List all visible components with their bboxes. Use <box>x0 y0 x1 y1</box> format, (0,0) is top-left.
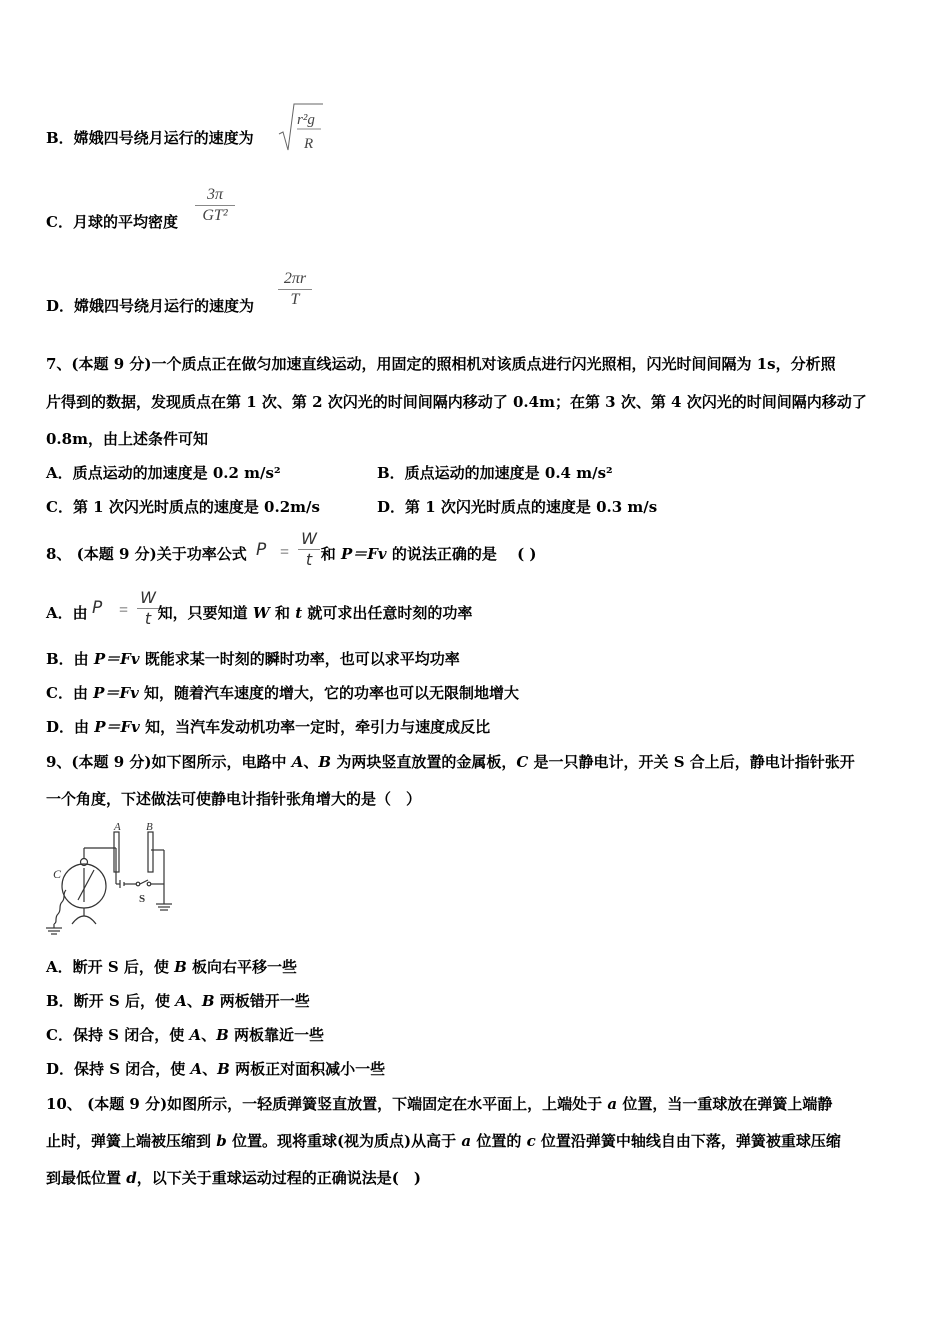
q10-stem-line2 <box>46 1131 841 1151</box>
q9-option-b-a: B．断开 S 后，使 <box>46 992 176 1010</box>
q8-option-c-prefix: C．由 <box>46 684 94 702</box>
q8-stem-suffix: 的说法正确的是 ( ) <box>386 545 537 563</box>
q9-option-b-sep: 、 <box>186 992 202 1010</box>
q10-line2-c: 位置的 <box>471 1132 527 1150</box>
q8-option-b-formula: P＝Fv <box>93 650 140 668</box>
q9-option-c-b: 两板靠近一些 <box>228 1026 325 1044</box>
q9-option-b <box>46 991 310 1011</box>
q8-option-d <box>46 717 490 737</box>
q9-line1-b: 为两块竖直放置的金属板， <box>331 753 517 771</box>
q6-option-c-text: C．月球的平均密度 <box>46 213 178 231</box>
q8-option-a-t: t <box>295 604 303 622</box>
q9-option-c-B: B <box>216 1026 229 1044</box>
q9-line1-A: A <box>291 753 304 771</box>
q6-option-d-formula <box>278 270 312 309</box>
q8-option-b <box>46 649 460 669</box>
q8-option-b-prefix: B．由 <box>46 650 94 668</box>
q9-option-b-b: 两板错开一些 <box>214 992 310 1010</box>
q8-option-d-prefix: D．由 <box>46 718 95 736</box>
q10-line3-var-d: d <box>126 1169 137 1187</box>
q9-fig-label-s: S <box>139 893 146 905</box>
q8-option-a-formula-eq: = <box>119 602 129 619</box>
q9-stem-line1 <box>46 752 855 772</box>
q8-option-a <box>46 603 472 623</box>
q8-stem-mid: 和 <box>320 545 341 563</box>
q8-option-a-suffix: 就可求出任意时刻的功率 <box>302 604 473 622</box>
q8-option-b-suffix: 既能求某一时刻的瞬时功率，也可以求平均功率 <box>139 650 460 668</box>
q8-formula-fraction <box>298 530 320 569</box>
q8-option-a-mid: 知，只要知道 <box>157 604 253 622</box>
q10-line2-a: 止时，弹簧上端被压缩到 <box>46 1132 217 1150</box>
q9-line1-B: B <box>318 753 332 771</box>
q8-stem-prefix: 8、 (本题 9 分)关于功率公式 <box>46 545 247 563</box>
q10-line2-var-b: b <box>216 1132 227 1150</box>
q7-option-b: B．质点运动的加速度是 0.4 m/s² <box>377 464 613 482</box>
q7-stem-line2: 片得到的数据，发现质点在第 1 次、第 2 次闪光的时间间隔内移动了 0.4m；在第 3 次、第 4 次闪光的时间间隔内移动了 <box>46 393 867 411</box>
fraction-bar <box>195 205 235 206</box>
q7-stem-line1: 7、(本题 9 分)一个质点正在做匀加速直线运动，用固定的照相机对该质点进行闪光照相，闪光时间间隔为 1s，分析照 <box>46 355 836 373</box>
q9-option-d-A: A <box>190 1060 203 1078</box>
q6-option-b-radicand-num: r²g <box>297 112 315 128</box>
q8-formula-p: P <box>256 540 267 560</box>
q6-option-c <box>46 212 178 232</box>
q7-option-a: A．质点运动的加速度是 0.2 m/s² <box>46 464 281 482</box>
q9-option-c <box>46 1025 324 1045</box>
q9-option-d-b: 两板正对面积减小一些 <box>229 1060 386 1078</box>
q10-stem-line3 <box>46 1168 421 1188</box>
q7-stem-line3: 0.8m，由上述条件可知 <box>46 430 208 448</box>
q6-option-b-radicand-den: R <box>304 136 314 152</box>
q10-line2-b: 位置。现将重球(视为质点)从高于 <box>226 1132 462 1150</box>
q9-line1-sep: 、 <box>303 753 319 771</box>
q6-option-d-den: T <box>290 291 300 308</box>
fraction-bar <box>278 289 312 290</box>
q9-option-d-a: D．保持 S 闭合，使 <box>46 1060 191 1078</box>
q10-line2-var-a: a <box>461 1132 472 1150</box>
q9-option-c-A: A <box>189 1026 202 1044</box>
q8-stem-formula: P＝Fv <box>340 545 387 563</box>
q10-line2-var-c: c <box>526 1132 536 1150</box>
q9-option-a-b: 板向右平移一些 <box>186 958 298 976</box>
q6-option-c-num: 3π <box>206 186 223 203</box>
q8-option-a-fraction <box>137 589 159 628</box>
q8-option-c-suffix: 知，随着汽车速度的增大，它的功率也可以无限制地增大 <box>138 684 520 702</box>
q8-option-a-den: t <box>144 609 152 628</box>
q9-line1-c: 是一只静电计，开关 S 合上后，静电计指针张开 <box>528 753 855 771</box>
q9-option-d-sep: 、 <box>202 1060 218 1078</box>
q9-option-b-B: B <box>201 992 215 1010</box>
q8-formula-den: t <box>305 550 313 569</box>
q7-option-d: D．第 1 次闪光时质点的速度是 0.3 m/s <box>377 498 658 516</box>
q6-option-c-den: GT² <box>202 207 228 224</box>
q9-option-b-A: A <box>175 992 187 1010</box>
q10-line1-a: 10、 (本题 9 分)如图所示，一轻质弹簧竖直放置，下端固定在水平面上，上端处于 <box>46 1095 608 1113</box>
q6-option-b-sqrt-formula <box>277 102 327 154</box>
q10-line1-var-a: a <box>607 1095 618 1113</box>
q10-line1-b: 位置，当一重球放在弹簧上端静 <box>617 1095 833 1113</box>
q9-option-c-sep: 、 <box>201 1026 217 1044</box>
q9-option-a-a: A．断开 S 后，使 <box>46 958 175 976</box>
q7-option-c: C．第 1 次闪光时质点的速度是 0.2m/s <box>46 498 320 516</box>
q8-option-a-formula-p: P <box>92 598 103 618</box>
q8-option-a-and: 和 <box>269 604 296 622</box>
q8-stem <box>46 544 537 564</box>
q9-fig-label-a: A <box>114 821 121 833</box>
q9-line1-a: 9、(本题 9 分)如下图所示，电路中 <box>46 753 292 771</box>
q9-option-d <box>46 1059 385 1079</box>
q9-stem-line2: 一个角度，下述做法可使静电计指针张角增大的是（ ） <box>46 790 422 808</box>
q10-line3-a: 到最低位置 <box>46 1169 127 1187</box>
q10-stem-line1 <box>46 1094 832 1114</box>
q8-option-c-formula: P＝Fv <box>93 684 139 702</box>
q6-option-d <box>46 296 254 316</box>
q8-option-d-suffix: 知，当汽车发动机功率一定时，牵引力与速度成反比 <box>139 718 491 736</box>
q8-formula-eq: = <box>280 544 290 561</box>
q9-fig-label-c: C <box>53 867 62 881</box>
q10-line3-b: ，以下关于重球运动过程的正确说法是( ) <box>136 1169 421 1187</box>
q6-option-b-text: B．嫦娥四号绕月运行的速度为 <box>46 129 254 147</box>
q9-option-a <box>46 957 297 977</box>
q6-option-d-text: D．嫦娥四号绕月运行的速度为 <box>46 297 255 315</box>
q9-option-a-B: B <box>174 958 187 976</box>
q6-option-c-formula <box>195 186 235 225</box>
q9-option-d-B: B <box>217 1060 230 1078</box>
q9-option-c-a: C．保持 S 闭合，使 <box>46 1026 190 1044</box>
q8-formula-num: W <box>301 529 317 548</box>
q8-option-a-prefix: A．由 <box>46 604 88 622</box>
q8-option-c <box>46 683 519 703</box>
q6-option-b <box>46 128 254 148</box>
q8-option-d-formula: P＝Fv <box>94 718 140 736</box>
q9-line1-C: C <box>516 753 529 771</box>
q9-fig-label-b: B <box>146 821 153 833</box>
q6-option-d-num: 2πr <box>283 270 307 287</box>
q10-line2-d: 位置沿弹簧中轴线自由下落，弹簧被重球压缩 <box>535 1132 841 1150</box>
q9-circuit-diagram <box>44 820 179 938</box>
q8-option-a-num: W <box>140 588 156 607</box>
q8-option-a-w: W <box>252 604 270 622</box>
